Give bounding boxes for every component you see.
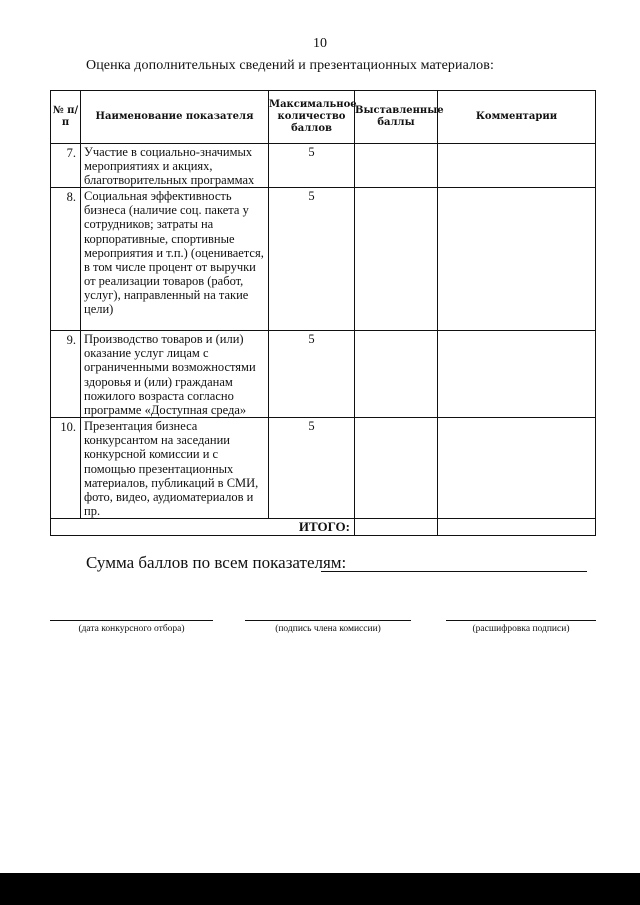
row-comment[interactable] (438, 331, 596, 418)
row-num: 10. (51, 418, 81, 519)
total-label: ИТОГО: (51, 518, 355, 535)
row-comment[interactable] (438, 188, 596, 331)
header-num: № п/п (51, 91, 81, 144)
row-indicator: Производство товаров и (или) оказание услуг лицам с ограниченными возможностями здоровья и (или) гражданам пожилого возраста согласно программе «Доступная среда» (81, 331, 269, 418)
row-given-score[interactable] (355, 144, 438, 188)
row-indicator: Участие в социально-значимых мероприятиях и акциях, благотворительных программах (81, 144, 269, 188)
row-comment[interactable] (438, 418, 596, 519)
header-name: Наименование показателя (81, 91, 269, 144)
table-header-row (51, 91, 596, 144)
table-row (51, 144, 596, 188)
header-given: Выставленные баллы (355, 91, 438, 144)
row-max-score: 5 (269, 418, 355, 519)
row-max-score: 5 (269, 188, 355, 331)
row-indicator: Презентация бизнеса конкурсантом на заседании конкурсной комиссии и с помощью презентационных материалов, публикаций в СМИ, фото, видео, аудиоматериалов и пр. (81, 418, 269, 519)
row-given-score[interactable] (355, 188, 438, 331)
sum-label: Сумма баллов по всем показателям: (86, 553, 347, 572)
member-signature-line[interactable] (245, 620, 411, 621)
page-number: 10 (313, 36, 327, 51)
sum-input-line[interactable] (321, 571, 587, 572)
table-row (51, 188, 596, 331)
row-comment[interactable] (438, 144, 596, 188)
table-row (51, 418, 596, 519)
date-signature-line[interactable] (50, 620, 213, 621)
row-indicator: Социальная эффективность бизнеса (наличие соц. пакета у сотрудников; затраты на корпоративные, спортивные мероприятия и т.п.) (оценивается, в том числе процент от выручки от реализации товаров (работ, услуг), направленный на такие цели) (81, 188, 269, 331)
date-label: (дата конкурсного отбора) (78, 624, 185, 634)
decoding-signature-line[interactable] (446, 620, 596, 621)
row-num: 8. (51, 188, 81, 331)
scan-bottom-border (0, 873, 640, 905)
score-table (50, 90, 596, 536)
row-given-score[interactable] (355, 331, 438, 418)
row-num: 7. (51, 144, 81, 188)
row-given-score[interactable] (355, 418, 438, 519)
total-given-score[interactable] (355, 518, 438, 535)
total-comment[interactable] (438, 518, 596, 535)
row-max-score: 5 (269, 331, 355, 418)
total-row (51, 518, 596, 535)
page-title: Оценка дополнительных сведений и презентационных материалов: (86, 58, 494, 73)
header-max: Максимальное количество баллов (269, 91, 355, 144)
header-comment: Комментарии (438, 91, 596, 144)
table-row (51, 331, 596, 418)
row-num: 9. (51, 331, 81, 418)
decoding-label: (расшифровка подписи) (472, 624, 570, 634)
row-max-score: 5 (269, 144, 355, 188)
signature-label: (подпись члена комиссии) (275, 624, 381, 634)
